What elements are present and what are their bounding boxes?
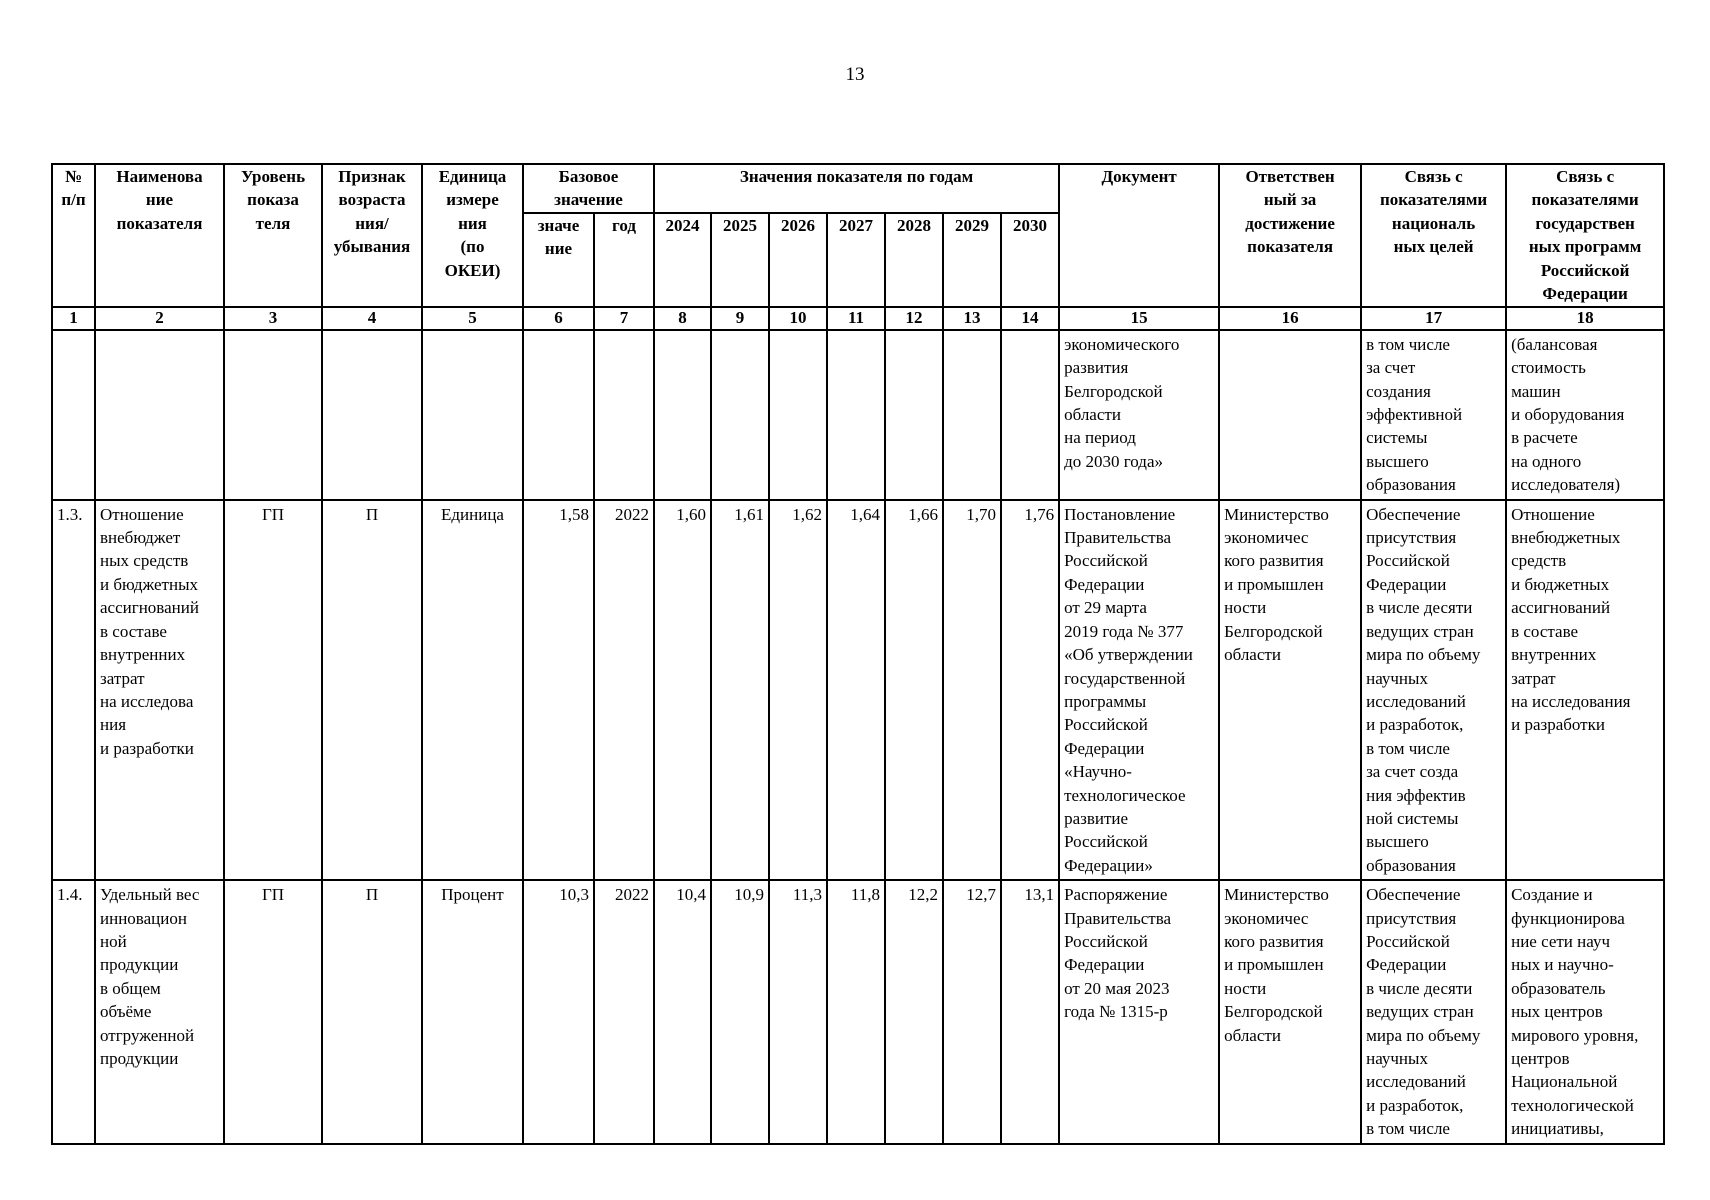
row-value — [885, 330, 943, 500]
row-name — [95, 330, 224, 500]
row-value: 1,60 — [654, 500, 711, 881]
row-value: 12,7 — [943, 880, 1001, 1143]
header-responsible: Ответствен ный за достижение показателя — [1219, 164, 1361, 307]
column-numbers-row — [52, 307, 1664, 330]
header-year: 2026 — [769, 213, 827, 307]
row-link-state: Отношение внебюджетных средств и бюджетных ассигнований в составе внутренних затрат на исследования и разработки — [1506, 500, 1664, 881]
header-link-national: Связь с показателями националь ных целей — [1361, 164, 1506, 307]
row-document: Постановление Правительства Российской Федерации от 29 марта 2019 года № 377 «Об утверждении государственной программы Российской Федерации «Научно- технологическое развитие Российской Федерации» — [1059, 500, 1219, 881]
header-year: 2028 — [885, 213, 943, 307]
row-num: 1.4. — [52, 880, 95, 1143]
header-year: 2024 — [654, 213, 711, 307]
row-base-year: 2022 — [594, 880, 654, 1143]
header-year: 2030 — [1001, 213, 1059, 307]
column-number: 14 — [1001, 307, 1059, 330]
row-responsible — [1219, 330, 1361, 500]
column-number: 10 — [769, 307, 827, 330]
header-num: № п/п — [52, 164, 95, 307]
header-unit: Единица измере ния (по ОКЕИ) — [422, 164, 523, 307]
row-value: 10,9 — [711, 880, 769, 1143]
column-number: 2 — [95, 307, 224, 330]
header-document: Документ — [1059, 164, 1219, 307]
column-number: 12 — [885, 307, 943, 330]
column-number: 16 — [1219, 307, 1361, 330]
row-link-state: Создание и функционирова ние сети науч ных и научно- образователь ных центров мирового уровня, центров Национальной технологической инициативы, — [1506, 880, 1664, 1143]
row-responsible: Министерство экономичес кого развития и промышлен ности Белгородской области — [1219, 880, 1361, 1143]
row-trend: П — [322, 500, 422, 881]
header-base-value: значе ние — [523, 213, 594, 307]
row-num: 1.3. — [52, 500, 95, 881]
row-name: Отношение внебюджет ных средств и бюджетных ассигнований в составе внутренних затрат на исследова ния и разработки — [95, 500, 224, 881]
header-name: Наименова ние показателя — [95, 164, 224, 307]
column-number: 1 — [52, 307, 95, 330]
row-num — [52, 330, 95, 500]
row-link-state: (балансовая стоимость машин и оборудования в расчете на одного исследователя) — [1506, 330, 1664, 500]
table-row — [52, 500, 1664, 881]
header-values-by-year: Значения показателя по годам — [654, 164, 1059, 213]
column-number: 15 — [1059, 307, 1219, 330]
page-number: 13 — [845, 64, 865, 85]
row-base-value — [523, 330, 594, 500]
header-trend: Признак возраста ния/ убывания — [322, 164, 422, 307]
column-number: 13 — [943, 307, 1001, 330]
row-link-national: Обеспечение присутствия Российской Федерации в числе десяти ведущих стран мира по объему научных исследований и разработок, в том числе за счет созда ния эффектив ной системы высшего образования — [1361, 500, 1506, 881]
column-number: 17 — [1361, 307, 1506, 330]
row-link-national: Обеспечение присутствия Российской Федерации в числе десяти ведущих стран мира по объему научных исследований и разработок, в том числе — [1361, 880, 1506, 1143]
row-value: 1,61 — [711, 500, 769, 881]
header-year: 2029 — [943, 213, 1001, 307]
row-name: Удельный вес инновацион ной продукции в общем объёме отгруженной продукции — [95, 880, 224, 1143]
row-link-national: в том числе за счет создания эффективной системы высшего образования — [1361, 330, 1506, 500]
row-level: ГП — [224, 880, 322, 1143]
row-value — [769, 330, 827, 500]
row-value: 1,76 — [1001, 500, 1059, 881]
row-value: 11,8 — [827, 880, 885, 1143]
column-number: 4 — [322, 307, 422, 330]
row-value: 1,70 — [943, 500, 1001, 881]
row-trend: П — [322, 880, 422, 1143]
row-unit: Единица — [422, 500, 523, 881]
column-number: 3 — [224, 307, 322, 330]
row-value — [654, 330, 711, 500]
row-value: 1,64 — [827, 500, 885, 881]
row-value — [827, 330, 885, 500]
row-base-value: 1,58 — [523, 500, 594, 881]
column-number: 8 — [654, 307, 711, 330]
column-number: 11 — [827, 307, 885, 330]
header-year: 2027 — [827, 213, 885, 307]
row-level — [224, 330, 322, 500]
header-base: Базовое значение — [523, 164, 654, 213]
row-value: 12,2 — [885, 880, 943, 1143]
table-row — [52, 880, 1664, 1143]
row-value — [943, 330, 1001, 500]
row-trend — [322, 330, 422, 500]
header-year: 2025 — [711, 213, 769, 307]
row-document: Распоряжение Правительства Российской Федерации от 20 мая 2023 года № 1315-р — [1059, 880, 1219, 1143]
row-unit: Процент — [422, 880, 523, 1143]
row-value: 13,1 — [1001, 880, 1059, 1143]
row-base-year: 2022 — [594, 500, 654, 881]
header-link-state: Связь с показателями государствен ных программ Российской Федерации — [1506, 164, 1664, 307]
row-value: 10,4 — [654, 880, 711, 1143]
column-number: 6 — [523, 307, 594, 330]
header-row-1 — [52, 164, 1664, 213]
column-number: 7 — [594, 307, 654, 330]
table-row — [52, 330, 1664, 500]
row-value: 11,3 — [769, 880, 827, 1143]
column-number: 18 — [1506, 307, 1664, 330]
row-value — [1001, 330, 1059, 500]
row-base-value: 10,3 — [523, 880, 594, 1143]
header-level: Уровень показа теля — [224, 164, 322, 307]
column-number: 9 — [711, 307, 769, 330]
indicators-table — [51, 163, 1665, 1145]
row-unit — [422, 330, 523, 500]
row-responsible: Министерство экономичес кого развития и промышлен ности Белгородской области — [1219, 500, 1361, 881]
column-number: 5 — [422, 307, 523, 330]
row-document: экономического развития Белгородской области на период до 2030 года» — [1059, 330, 1219, 500]
row-value: 1,66 — [885, 500, 943, 881]
row-value: 1,62 — [769, 500, 827, 881]
row-value — [711, 330, 769, 500]
row-level: ГП — [224, 500, 322, 881]
header-base-year: год — [594, 213, 654, 307]
row-base-year — [594, 330, 654, 500]
